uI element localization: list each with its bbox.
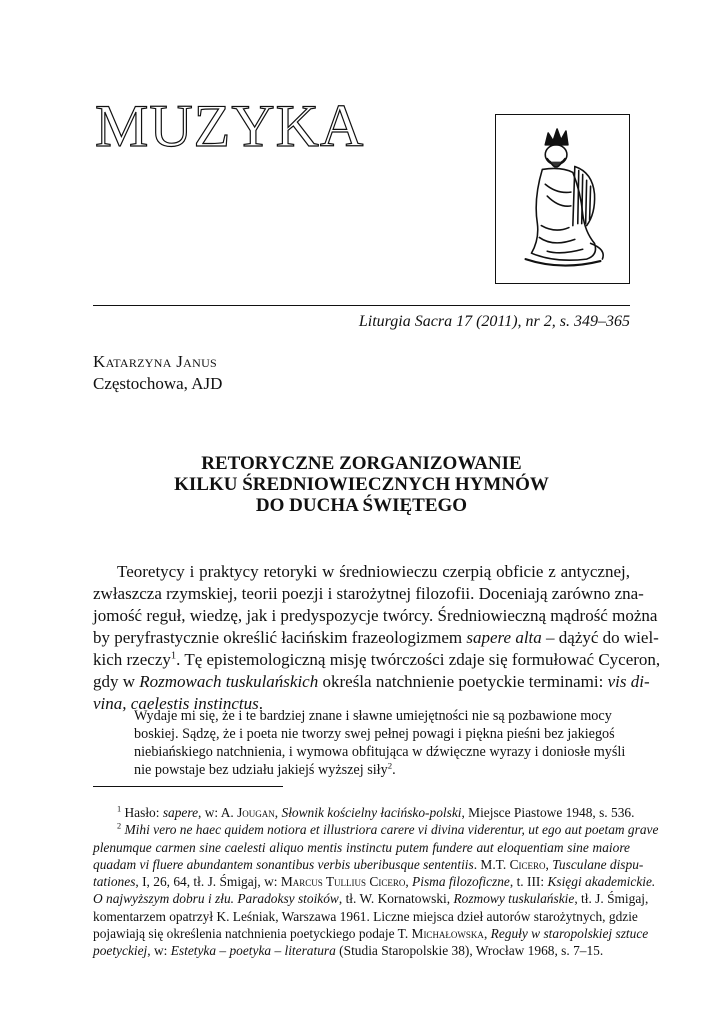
body-paragraph bbox=[93, 561, 661, 715]
king-david-harp-illustration bbox=[495, 114, 630, 284]
article-title bbox=[93, 453, 630, 516]
footnote-ref: 2 bbox=[387, 760, 393, 771]
quote-line: nie powstaje bez udziału jakiejś wyższej siły$^2$. bbox=[134, 760, 396, 778]
article-title-line: KILKU ŚREDNIOWIECZNYCH HYMNÓW bbox=[174, 474, 549, 495]
header-rule bbox=[93, 305, 630, 306]
footnote-2-line: komentarzem opatrzył K. Leśniak, Warszawa 1961. Liczne miejsca dzieł autorów starożytnych, gdzie bbox=[93, 908, 638, 924]
footnote-2-line: tationes, I, 26, 64, tł. J. Śmigaj, w: Marcus Tullius Cicero, Pisma filozoficzne, t. III: Księgi akademickie. bbox=[93, 874, 656, 890]
footnote-2-line: pojawiają się określenia natchnienia poetyckiego podaje T. Michałowska, Reguły w staropolskiej sztuce bbox=[93, 926, 649, 942]
body-line: zwłaszcza rzymskiej, teorii poezji i starożytnej filozofii. Doceniają zarówno zna- bbox=[93, 584, 644, 603]
journal-citation: Liturgia Sacra 17 (2011), nr 2, s. 349–365 bbox=[358, 313, 630, 330]
footnote-2-line: poetyckiej, w: Estetyka – poetyka – literatura (Studia Staropolskie 38), Wrocław 1968, s. 7–15. bbox=[93, 943, 604, 959]
quote-line: Wydaje mi się, że i te bardziej znane i sławne umiejętności nie są pozbawione mocy bbox=[134, 708, 612, 724]
section-title: MUZYKA bbox=[95, 93, 365, 159]
body-line: jomość reguł, wiedzę, jak i predyspozycje twórcy. Średniowieczną mądrość można bbox=[93, 606, 658, 625]
body-line: gdy w Rozmowach tuskulańskich określa natchnienie poetyckie terminami: vis di- bbox=[93, 672, 650, 691]
footnotes bbox=[93, 804, 659, 960]
footnote-2-line: plenumque carmen sine caelesti aliquo mentis instinctu putem fundere aut eloquentiam sine maiore bbox=[93, 839, 630, 855]
article-title-line: DO DUCHA ŚWIĘTEGO bbox=[255, 495, 468, 516]
footnote-2-line: O najwyższym dobru i złu. Paradoksy stoików, tł. W. Kornatowski, Rozmowy tuskulańskie, tł. J. Śmigaj, bbox=[93, 891, 649, 907]
author-name: Katarzyna Janus bbox=[93, 352, 218, 371]
footnote-2-line: $^2$ Mihi vero ne haec quidem notiora et illustriora carere vi divina viderentur, ut ego aut poetam grave bbox=[117, 821, 659, 838]
body-line: vina, caelestis instinctus. bbox=[93, 694, 263, 713]
body-line: by peryfrastycznie określić łacińskim frazeologizmem sapere alta – dążyć do wiel- bbox=[93, 628, 659, 647]
king-with-harp-icon bbox=[496, 115, 629, 283]
footnote-1: $^1$ Hasło: sapere, w: A. Jougan, Słownik kościelny łacińsko-polski, Miejsce Piastowe 1948, s. 536. bbox=[117, 804, 635, 820]
author-block bbox=[93, 351, 222, 395]
footnote-ref: 1 bbox=[170, 650, 177, 662]
body-line: Teoretycy i praktycy retoryki w średniowieczu czerpią obficie z antycznej, bbox=[117, 562, 630, 581]
body-line: kich rzeczy$^1$. Tę epistemologiczną misję twórczości zdaje się formułować Cyceron, bbox=[93, 650, 661, 669]
quote-line: niebiańskiego natchnienia, i wymowa obfitująca w dźwięczne wyrazy i doniosłe myśli bbox=[134, 744, 626, 760]
footnote-2-line: quadam vi fluere abundantem sonantibus verbis uberibusque sententiis. M.T. Cicero, Tusculane dispu- bbox=[93, 856, 644, 872]
quote-line: boskiej. Sądzę, że i poeta nie tworzy swej pełnej powagi i piękna pieśni bez jakiegoś bbox=[134, 726, 615, 742]
article-title-line: RETORYCZNE ZORGANIZOWANIE bbox=[201, 453, 522, 474]
author-affiliation: Częstochowa, AJD bbox=[93, 374, 223, 393]
footnote-separator bbox=[93, 786, 283, 787]
block-quote bbox=[134, 707, 626, 779]
